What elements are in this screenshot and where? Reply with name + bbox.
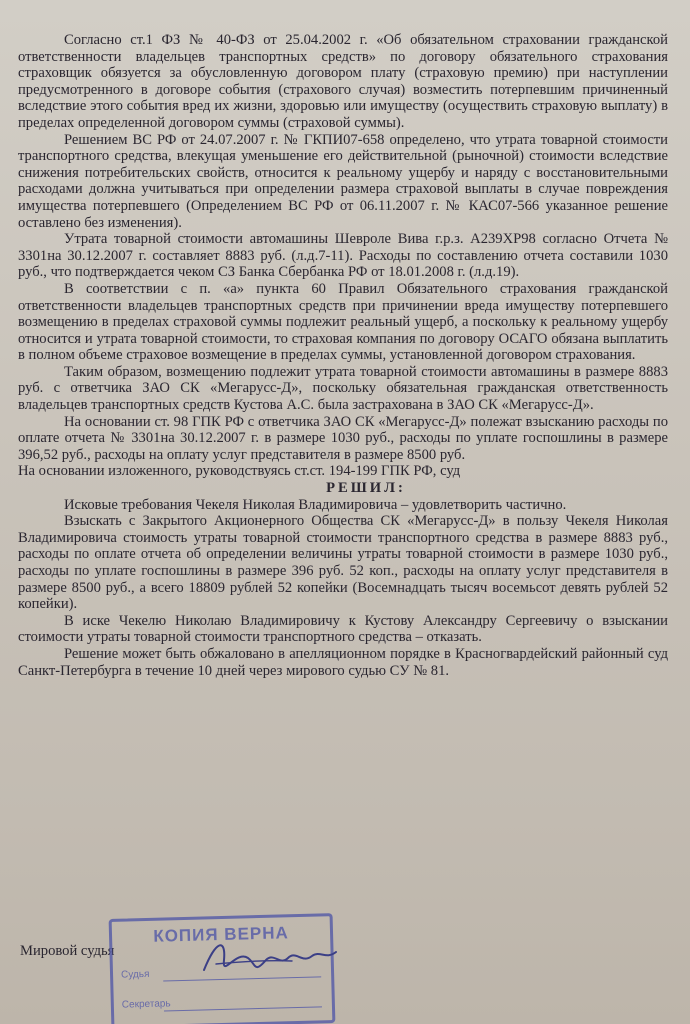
paragraph-supreme-court: Решением ВС РФ от 24.07.2007 г. № ГКПИ07-658 определено, что утрата товарной стоимости транспортного средства, влекущая уменьшение его действительной (рыночной) стоимости вследствие снижения потребительских свойств, относится к реальному ущербу и наряду с восстановительными расходами должна учитываться при определении размера страховой выплаты в случае повреждения имущества потерпевшего (Определением ВС РФ от 06.11.2007 г. № КАС07-566 указанное решение оставлено без изменения). (18, 131, 668, 231)
paragraph-value-loss: Утрата товарной стоимости автомашины Шевроле Вива г.р.з. А239ХР98 согласно Отчета № 3301на 30.12.2007 г. составляет 8883 руб. (л.д.7-11). Расходы по составлению отчета составили 1030 руб., что подтверждается чеком СЗ Банка Сбербанка РФ от 18.01.2008 г. (л.д.19). (18, 231, 668, 281)
judge-signature-label: Мировой судья (20, 943, 115, 959)
stamp-title: КОПИЯ ВЕРНА (153, 923, 290, 946)
stamp-judge-label: Судья (120, 968, 150, 981)
stamp-secretary-rule (164, 1006, 322, 1011)
decision-appeal: Решение может быть обжаловано в апелляционном порядке в Красногвардейский районный суд Санкт-Петербурга в течение 10 дней через мирового судью СУ № 81. (18, 645, 668, 679)
decision-title: РЕШИЛ: (326, 480, 406, 497)
paragraph-rules-60: В соответствии с п. «а» пункта 60 Правил Обязательного страхования гражданской ответственности владельцев транспортных средств при причинении вреда имуществу потерпевшего возмещению в пределах страховой суммы подлежит реальный ущерб, а поскольку к реальному ущербу относится и утрата товарной стоимости, то страховая компания по договору ОСАГО обязана выплатить в полном объеме страховое возмещение в пределах суммы, установленной договором страхования. (18, 280, 668, 364)
decision-recover: Взыскать с Закрытого Акционерного Общества СК «Мегарусс-Д» в пользу Чекеля Николая Владимировича стоимость утраты товарной стоимости транспортного средства в размере 8883 руб., расходы по оплате отчета об определении величины утраты товарной стоимости в размере 1030 руб., расходы по уплате госпошлины в размере 396 руб. 52 коп., расходы на оплату услуг представителя в размере 8500 руб., а всего 18809 рублей 52 копейки (Восемнадцать тысяч восемьсот девять рублей 52 копейки). (18, 513, 668, 613)
decision-partial: Исковые требования Чекеля Николая Владимировича – удовлетворить частично. (64, 496, 567, 513)
paragraph-article-98: На основании ст. 98 ГПК РФ с ответчика ЗАО СК «Мегарусс-Д» полежат взысканию расходы по оплате отчета № 3301на 30.12.2007 г. в размере 1030 руб., расходы по уплате госпошлины в размере 396,52 руб., расходы на оплату услуг представителя в размере 8500 руб. (18, 413, 668, 463)
paragraph-conclusion: Таким образом, возмещению подлежит утрата товарной стоимости автомашины в размере 8883 руб. с ответчика ЗАО СК «Мегарусс-Д», поскольку обязательная гражданская ответственность владельцев транспортных средств Кустова А.С. была застрахована в ЗАО СК «Мегарусс-Д». (18, 363, 668, 414)
closing-line: На основании изложенного, руководствуясь ст.ст. 194-199 ГПК РФ, суд (18, 463, 461, 480)
handwritten-signature (196, 930, 356, 990)
paragraph-law-40fz: Согласно ст.1 ФЗ № 40-ФЗ от 25.04.2002 г. «Об обязательном страховании гражданской ответственности владельцев транспортных средств» по договору обязательного страхования страховщик обязуется за обусловленную договором плату (страховую премию) при наступлении предусмотренного в договоре события (страхового случая) возместить потерпевшим причиненный вследствие этого события вред их жизни, здоровью или имуществу (осуществить страховую выплату) в пределах определенной договором суммы (страховой суммы). (18, 32, 668, 131)
stamp-secretary-label: Секретарь (121, 998, 171, 1011)
document-body (18, 32, 668, 679)
decision-refuse: В иске Чекелю Николаю Владимировичу к Кустову Александру Сергеевичу о взыскании стоимости утраты товарной стоимости транспортного средства – отказать. (18, 612, 668, 646)
